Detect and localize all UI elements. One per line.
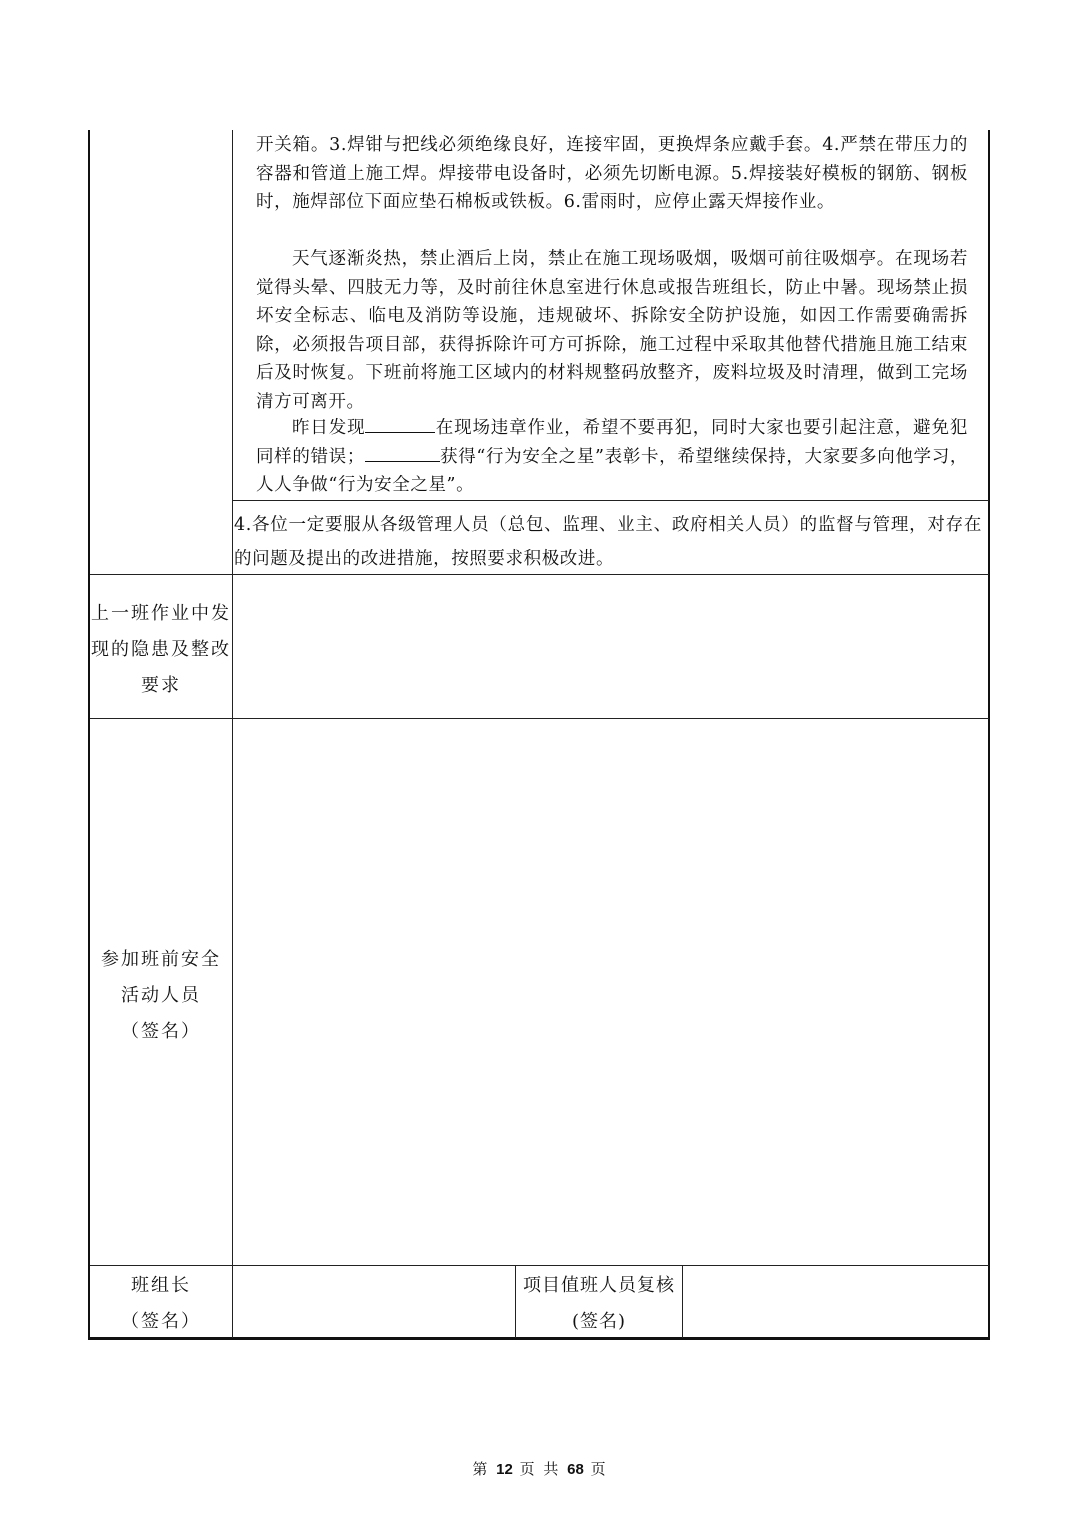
team-leader-label-line-2: （签名） <box>121 1311 201 1332</box>
review-signature-cell[interactable] <box>684 1267 989 1337</box>
footer-suffix: 页 <box>590 1460 608 1478</box>
team-leader-label <box>90 1268 232 1340</box>
participants-label-line-1: 参加班前安全 <box>101 949 221 970</box>
team-leader-label-line-1: 班组长 <box>131 1275 191 1296</box>
review-label-line-2: (签名) <box>571 1311 627 1332</box>
hazards-label <box>90 596 232 704</box>
footer-middle: 页 共 <box>519 1460 561 1478</box>
current-page-number: 12 <box>496 1461 513 1478</box>
hazards-input-cell[interactable] <box>234 576 989 717</box>
hazards-label-line-3: 要求 <box>141 675 181 696</box>
item-4-paragraph: 4.各位一定要服从各级管理人员（总包、监理、业主、政府相关人员）的监督与管理，对存在的问题及提出的改进措施，按照要求积极改进。 <box>234 515 982 569</box>
page-footer <box>0 1458 1080 1479</box>
violation-notice-middle: 在现场违章作业，希望不要再犯，同时大家也要引起注意，避免犯同样的错误； <box>256 418 968 467</box>
team-leader-signature-cell[interactable] <box>234 1267 514 1337</box>
review-label <box>516 1268 682 1340</box>
participants-label <box>90 942 232 1050</box>
violation-notice-paragraph <box>256 414 968 500</box>
label-column-divider <box>232 130 233 1338</box>
safety-rules-paragraph-2 <box>256 245 968 416</box>
paragraph-2-text: 天气逐渐炎热，禁止酒后上岗，禁止在施工现场吸烟，吸烟可前往吸烟亭。在现场若觉得头晕、四肢无力等，及时前往休息室进行休息或报告班组长，防止中暑。现场禁止损坏安全标志、临电及消防等设施，违规破坏、拆除安全防护设施，如因工作需要确需拆除，必须报告项目部，获得拆除许可方可拆除，施工过程中采取其他替代措施且施工结束后及时恢复。下班前将施工区域内的材料规整码放整齐，废料垃圾及时清理，做到工完场清方可离开。 <box>256 249 968 412</box>
violator-name-blank[interactable] <box>365 414 435 433</box>
hazards-label-line-1: 上一班作业中发 <box>91 603 231 624</box>
review-label-line-1: 项目值班人员复核 <box>523 1275 675 1296</box>
signature-column-divider-2 <box>682 1265 683 1338</box>
total-page-count: 68 <box>567 1461 584 1478</box>
participants-signature-cell[interactable] <box>234 720 989 1264</box>
participants-label-line-2: 活动人员 <box>121 985 201 1006</box>
star-recipient-name-blank[interactable] <box>365 443 440 462</box>
hazards-label-line-2: 现的隐患及整改 <box>91 639 231 660</box>
violation-notice-end: 获得“行为安全之星”表彰卡，希望继续保持，大家要多向他学习，人人争做“行为安全之星”。 <box>256 446 969 495</box>
footer-prefix: 第 <box>472 1460 490 1478</box>
participants-row-top <box>90 718 989 719</box>
safety-rules-paragraph-1: 开关箱。3.焊钳与把线必须绝缘良好，连接牢固，更换焊条应戴手套。4.严禁在带压力的容器和管道上施工焊。焊接带电设备时，必须先切断电源。5.焊接装好模板的钢筋、钢板时，施焊部位下面应垫石棉板或铁板。6.雷雨时，应停止露天焊接作业。 <box>256 135 968 212</box>
signature-row-top <box>90 1265 989 1266</box>
violation-notice-start: 昨日发现 <box>292 418 366 438</box>
participants-label-line-3: （签名） <box>121 1021 201 1042</box>
content-row-divider <box>232 500 989 501</box>
